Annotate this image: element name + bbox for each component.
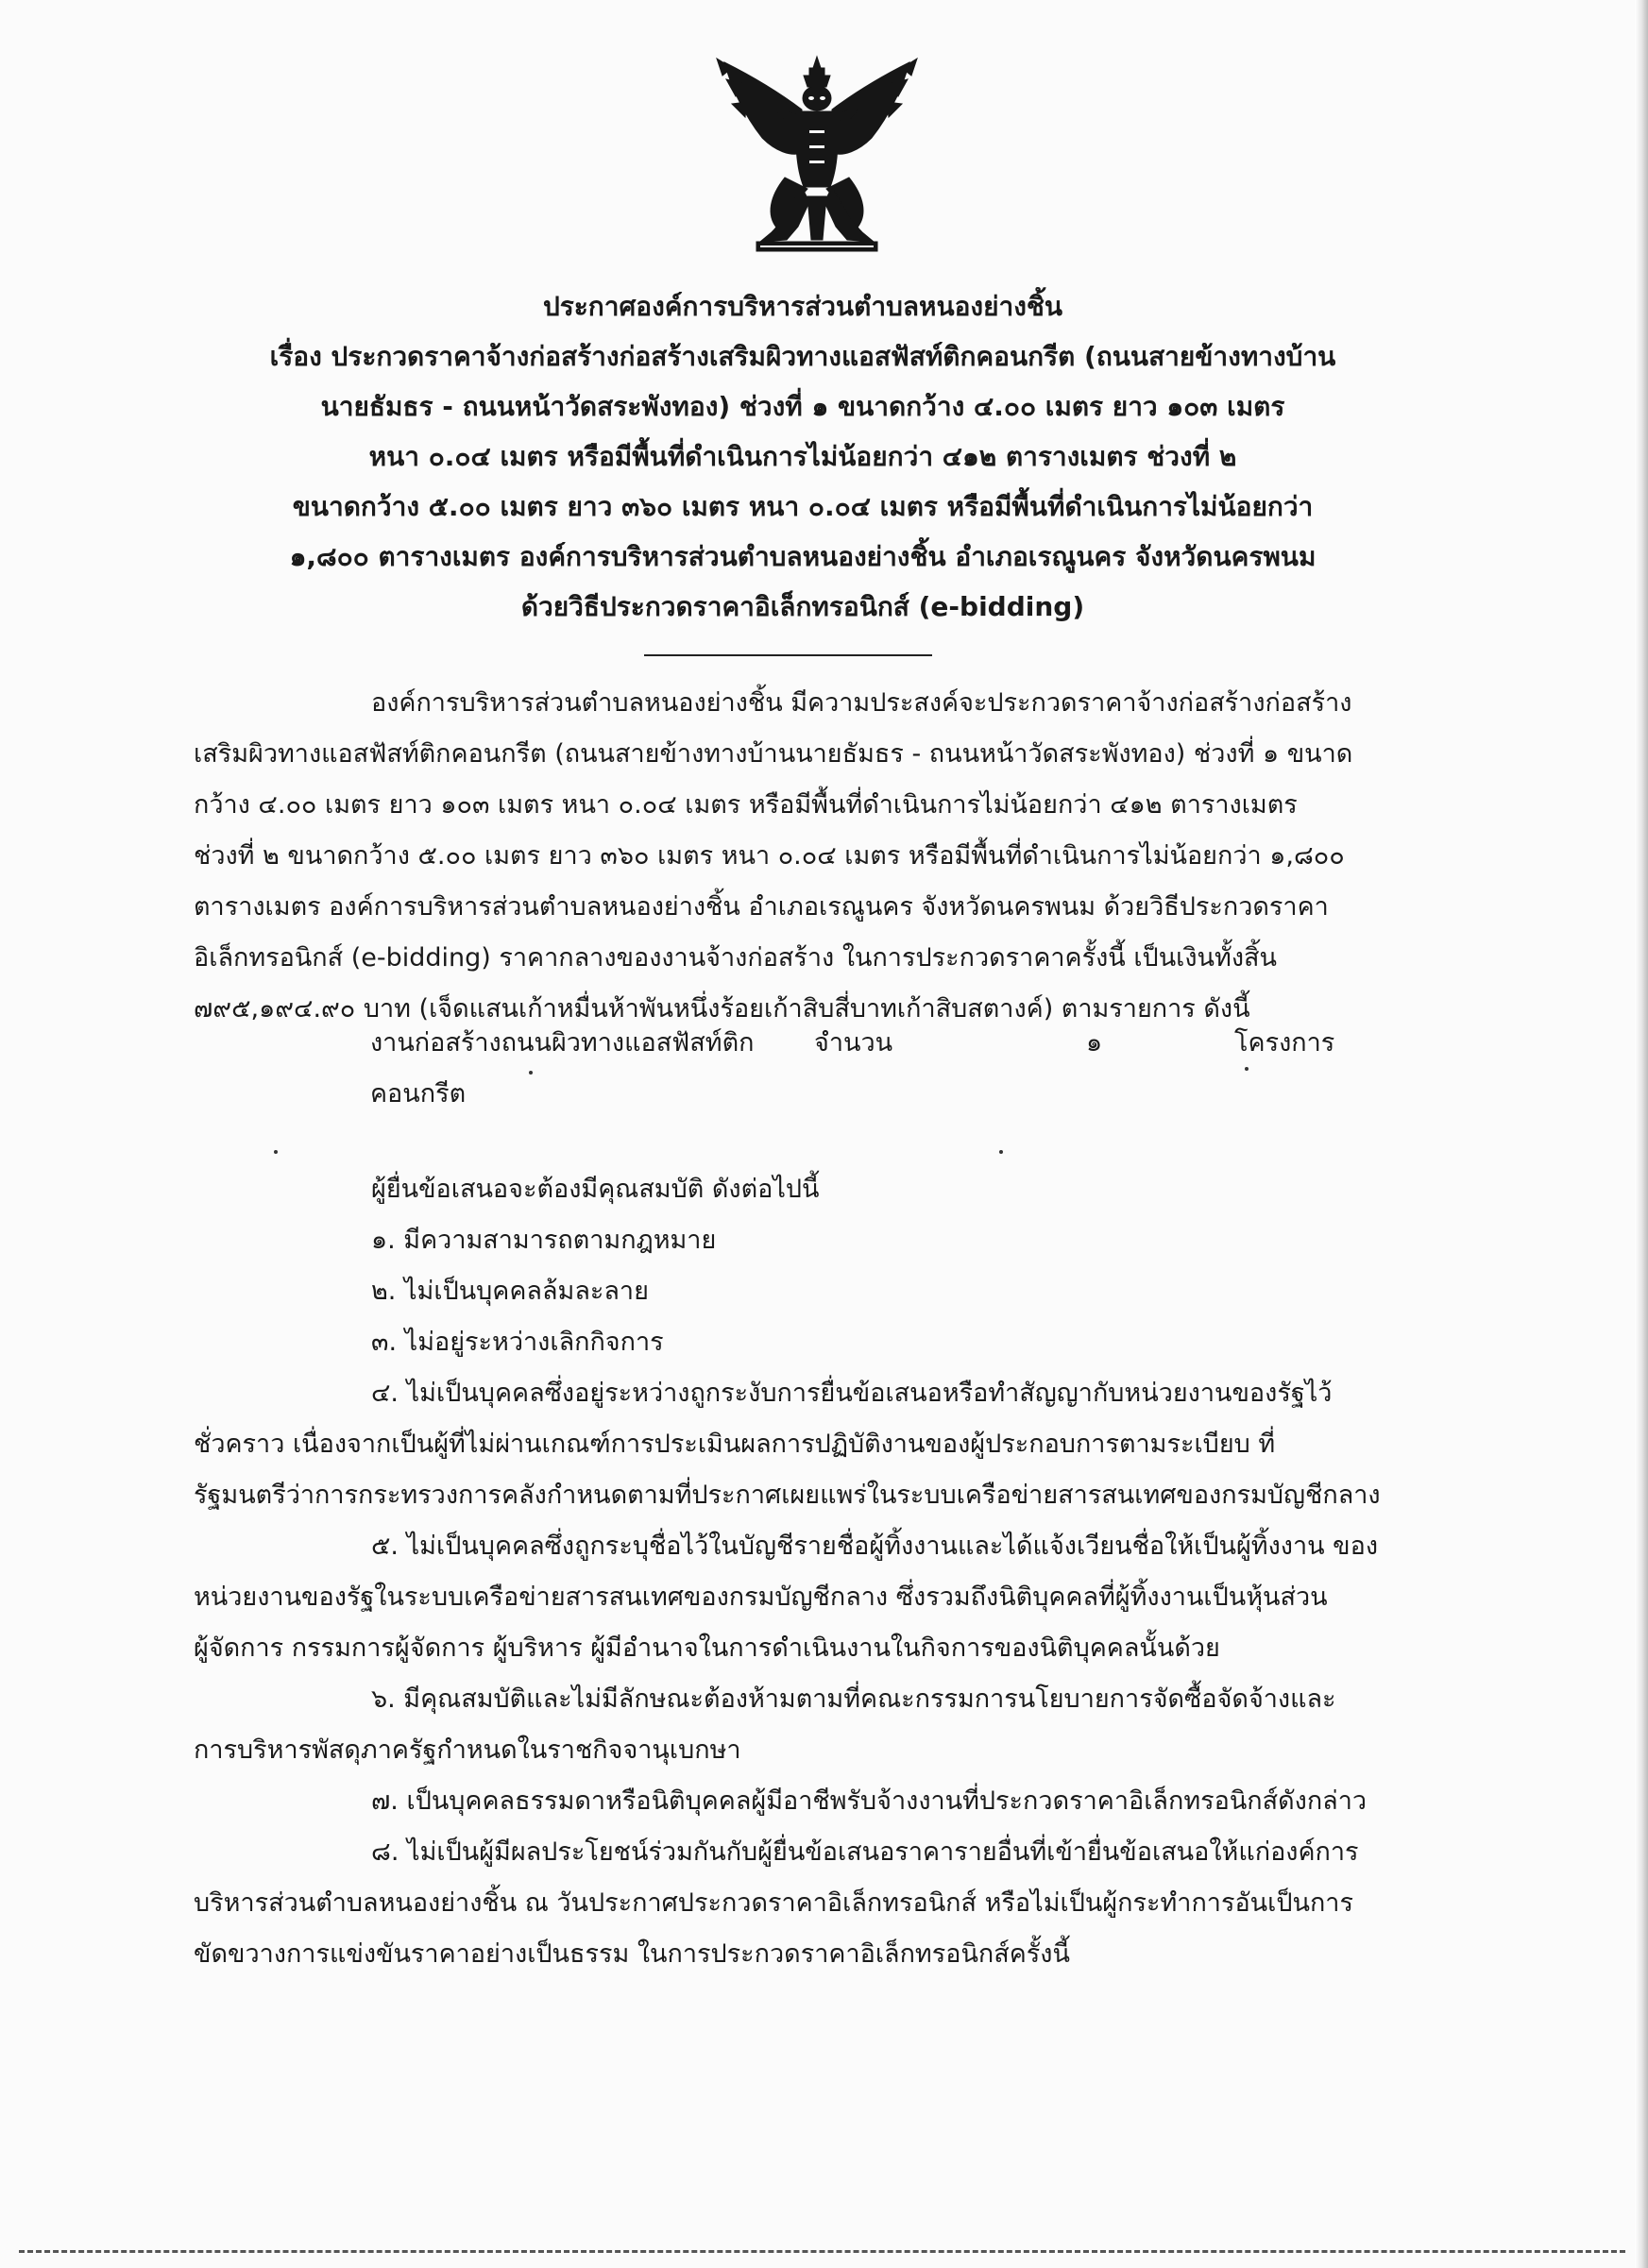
qualification-line: ๔. ไม่เป็นบุคคลซึ่งอยู่ระหว่างถูกระงับการยื่นข้อเสนอหรือทำสัญญากับหน่วยงานของรัฐไว้: [371, 1379, 1333, 1408]
qualification-line: ชั่วคราว เนื่องจากเป็นผู้ที่ไม่ผ่านเกณฑ์การประเมินผลการปฏิบัติงานของผู้ประกอบการตามระเบียบ ที่: [194, 1430, 1276, 1459]
title-divider: [644, 654, 932, 656]
item-name: งานก่อสร้างถนนผิวทางแอสฟัสท์ติก: [370, 1028, 755, 1058]
intro-line: องค์การบริหารส่วนตำบลหนองย่างชิ้น มีความประสงค์จะประกวดราคาจ้างก่อสร้างก่อสร้าง: [371, 688, 1352, 718]
title-line: หนา ๐.๐๔ เมตร หรือมีพื้นที่ดำเนินการไม่น้อยกว่า ๔๑๒ ตารางเมตร ช่วงที่ ๒: [368, 441, 1237, 472]
intro-line: ๗๙๕,๑๙๔.๙๐ บาท (เจ็ดแสนเก้าหมื่นห้าพันหนึ่งร้อยเก้าสิบสี่บาทเก้าสิบสตางค์) ตามรายการ ดังนี้: [194, 994, 1250, 1024]
title-line: เรื่อง ประกวดราคาจ้างก่อสร้างก่อสร้างเสริมผิวทางแอสฟัสท์ติกคอนกรีต (ถนนสายข้างทางบ้าน: [269, 341, 1336, 372]
qualification-line: ขัดขวางการแข่งขันราคาอย่างเป็นธรรม ในการประกวดราคาอิเล็กทรอนิกส์ครั้งนี้: [194, 1939, 1070, 1969]
qualification-line: ผู้จัดการ กรรมการผู้จัดการ ผู้บริหาร ผู้มีอำนาจในการดำเนินงานในกิจการของนิติบุคคลนั้นด้วย: [194, 1633, 1220, 1663]
scan-bottom-edge: [19, 2250, 1625, 2253]
qualification-line: รัฐมนตรีว่าการกระทรวงการคลังกำหนดตามที่ประกาศเผยแพร่ในระบบเครือข่ายสารสนเทศของกรมบัญชีกลาง: [194, 1481, 1381, 1510]
scan-speck: [274, 1150, 278, 1154]
item-name-continued: คอนกรีต: [370, 1079, 467, 1109]
work-item-row: [370, 1022, 1409, 1126]
qualifications-heading: ผู้ยื่นข้อเสนอจะต้องมีคุณสมบัติ ดังต่อไปนี้: [371, 1175, 820, 1204]
qualification-line: ๑. มีความสามารถตามกฎหมาย: [371, 1226, 717, 1255]
title-line: นายธัมธร - ถนนหน้าวัดสระพังทอง) ช่วงที่ ๑ ขนาดกว้าง ๔.๐๐ เมตร ยาว ๑๐๓ เมตร: [320, 391, 1285, 422]
intro-line: กว้าง ๔.๐๐ เมตร ยาว ๑๐๓ เมตร หนา ๐.๐๔ เมตร หรือมีพื้นที่ดำเนินการไม่น้อยกว่า ๔๑๒ ตารางเมตร: [194, 790, 1298, 820]
qualification-line: ๒. ไม่เป็นบุคคลล้มละลาย: [371, 1277, 649, 1306]
qualification-line: หน่วยงานของรัฐในระบบเครือข่ายสารสนเทศของกรมบัญชีกลาง ซึ่งรวมถึงนิติบุคคลที่ผู้ทิ้งงานเป็นหุ้นส่วน: [194, 1583, 1328, 1612]
qualification-line: ๗. เป็นบุคคลธรรมดาหรือนิติบุคคลผู้มีอาชีพรับจ้างงานที่ประกวดราคาอิเล็กทรอนิกส์ดังกล่าว: [371, 1786, 1368, 1816]
item-unit: โครงการ: [1234, 1028, 1335, 1058]
garuda-emblem-icon: [704, 55, 930, 258]
qualification-line: ๓. ไม่อยู่ระหว่างเลิกกิจการ: [371, 1328, 664, 1357]
title-line: ประกาศองค์การบริหารส่วนตำบลหนองย่างชิ้น: [542, 291, 1063, 322]
item-quantity-label: จำนวน: [814, 1028, 893, 1058]
scan-speck: [999, 1150, 1003, 1154]
item-quantity: ๑: [1086, 1028, 1103, 1058]
title-line: ด้วยวิธีประกวดราคาอิเล็กทรอนิกส์ (e-bidding): [520, 591, 1085, 622]
intro-line: เสริมผิวทางแอสฟัสท์ติกคอนกรีต (ถนนสายข้างทางบ้านนายธัมธร - ถนนหน้าวัดสระพังทอง) ช่วงที่ ๑ ขนาด: [194, 739, 1353, 769]
qualification-line: ๘. ไม่เป็นผู้มีผลประโยชน์ร่วมกันกับผู้ยื่นข้อเสนอราคารายอื่นที่เข้ายื่นข้อเสนอให้แก่องค์การ: [371, 1837, 1359, 1867]
announcement-title: [189, 281, 1417, 632]
qualification-line: ๕. ไม่เป็นบุคคลซึ่งถูกระบุชื่อไว้ในบัญชีรายชื่อผู้ทิ้งงานและได้แจ้งเวียนชื่อให้เป็นผู้ทิ้งงาน ของ: [371, 1532, 1378, 1561]
intro-line: อิเล็กทรอนิกส์ (e-bidding) ราคากลางของงานจ้างก่อสร้าง ในการประกวดราคาครั้งนี้ เป็นเงินทั้งสิ้น: [194, 943, 1277, 973]
title-line: ๑,๘๐๐ ตารางเมตร องค์การบริหารส่วนตำบลหนองย่างชิ้น อำเภอเรณูนคร จังหวัดนครพนม: [289, 541, 1317, 572]
qualification-line: ๖. มีคุณสมบัติและไม่มีลักษณะต้องห้ามตามที่คณะกรรมการนโยบายการจัดซื้อจัดจ้างและ: [371, 1684, 1336, 1714]
title-line: ขนาดกว้าง ๕.๐๐ เมตร ยาว ๓๖๐ เมตร หนา ๐.๐๔ เมตร หรือมีพื้นที่ดำเนินการไม่น้อยกว่า: [292, 491, 1314, 522]
intro-line: ตารางเมตร องค์การบริหารส่วนตำบลหนองย่างชิ้น อำเภอเรณูนคร จังหวัดนครพนม ด้วยวิธีประกวดราคา: [194, 892, 1329, 922]
scan-speck: [529, 1071, 533, 1075]
qualification-line: การบริหารพัสดุภาครัฐกำหนดในราชกิจจานุเบกษา: [194, 1735, 741, 1765]
scan-right-edge: [1635, 0, 1648, 2268]
intro-line: ช่วงที่ ๒ ขนาดกว้าง ๕.๐๐ เมตร ยาว ๓๖๐ เมตร หนา ๐.๐๔ เมตร หรือมีพื้นที่ดำเนินการไม่น้อยกว่า ๑,๘๐๐: [194, 841, 1345, 871]
scan-speck: [1245, 1067, 1249, 1071]
qualification-line: บริหารส่วนตำบลหนองย่างชิ้น ณ วันประกาศประกวดราคาอิเล็กทรอนิกส์ หรือไม่เป็นผู้กระทำการอันเป็นการ: [194, 1888, 1353, 1918]
